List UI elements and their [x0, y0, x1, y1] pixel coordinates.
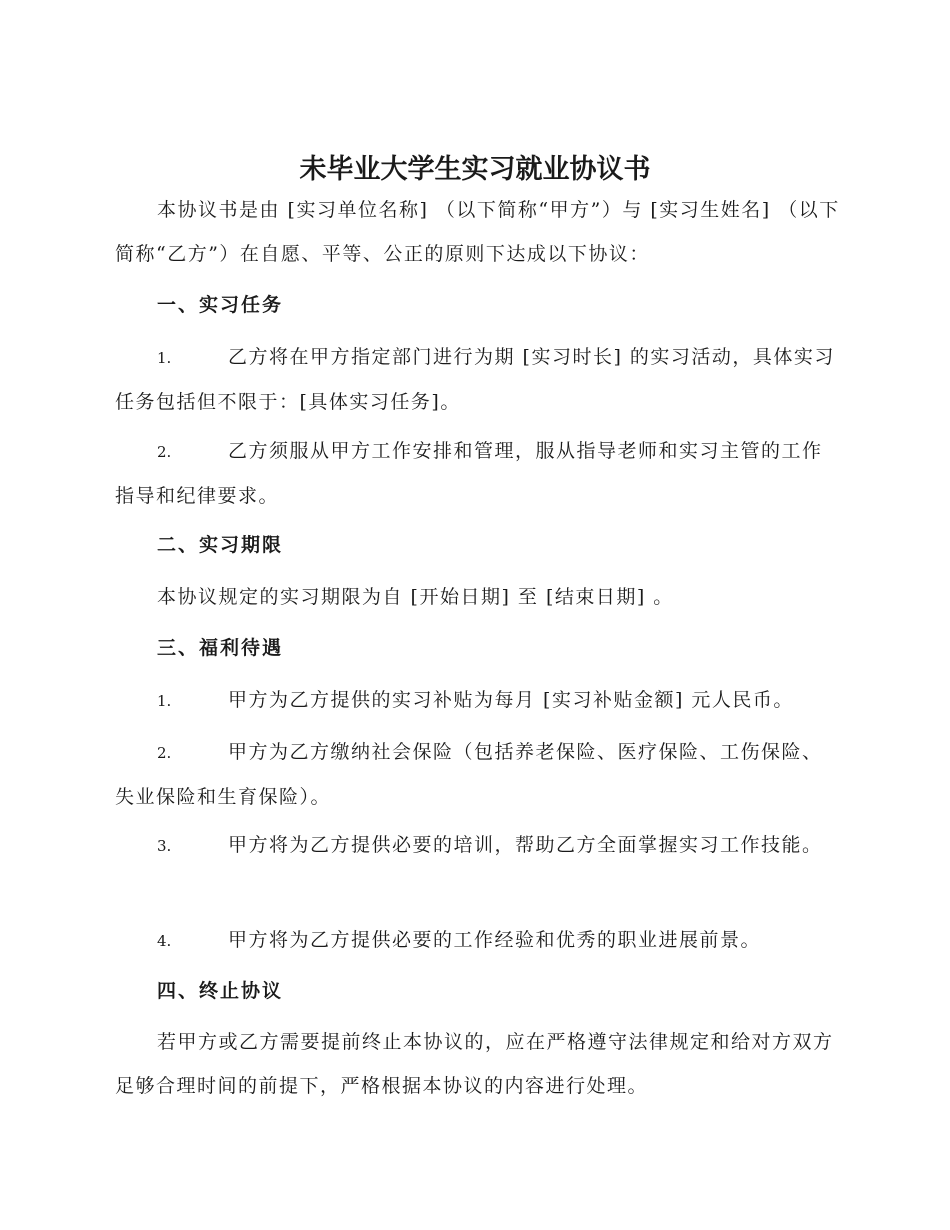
list-item — [115, 429, 840, 518]
section-heading-benefits: 三、福利待遇 — [157, 637, 284, 659]
list-item-text: 甲方将为乙方提供必要的工作经验和优秀的职业进展前景。 — [228, 929, 762, 951]
section-paragraph: 若甲方或乙方需要提前终止本协议的，应在严格遵守法律规定和给对方双方足够合理时间的前提下，严格根据本协议的内容进行处理。 — [115, 1031, 834, 1097]
list-item — [115, 335, 840, 424]
document-title: 未毕业大学生实习就业协议书 — [299, 154, 651, 185]
list-item — [115, 823, 840, 868]
section-paragraph: 本协议规定的实习期限为自 [开始日期] 至 [结束日期] 。 — [157, 586, 674, 608]
list-item-number: 1. — [157, 692, 172, 710]
section-heading-termination: 四、终止协议 — [157, 980, 284, 1002]
list-item-text: 甲方为乙方缴纳社会保险（包括养老保险、医疗保险、工伤保险、失业保险和生育保险）。 — [115, 741, 823, 808]
list-item — [115, 678, 840, 723]
list-item-text: 甲方将为乙方提供必要的培训，帮助乙方全面掌握实习工作技能。 — [228, 834, 823, 856]
list-item-number: 2. — [157, 443, 172, 461]
list-item-number: 2. — [157, 744, 172, 762]
section-heading-tasks: 一、实习任务 — [157, 294, 284, 316]
list-item-text: 乙方须服从甲方工作安排和管理，服从指导老师和实习主管的工作指导和纪律要求。 — [115, 440, 823, 507]
intro-paragraph: 本协议书是由 [实习单位名称] （以下简称“甲方”）与 [实习生姓名] （以下简称“乙方”）在自愿、平等、公正的原则下达成以下协议： — [115, 199, 840, 265]
section-heading-period: 二、实习期限 — [157, 534, 284, 556]
list-item-number: 1. — [157, 349, 172, 367]
list-item — [115, 918, 840, 963]
list-item-text: 乙方将在甲方指定部门进行为期 [实习时长] 的实习活动，具体实习任务包括但不限于：[具体实习任务]。 — [115, 346, 835, 413]
list-item-number: 3. — [157, 837, 172, 855]
list-item-number: 4. — [157, 932, 172, 950]
list-item — [115, 730, 840, 819]
list-item-text: 甲方为乙方提供的实习补贴为每月 [实习补贴金额] 元人民币。 — [228, 689, 794, 711]
